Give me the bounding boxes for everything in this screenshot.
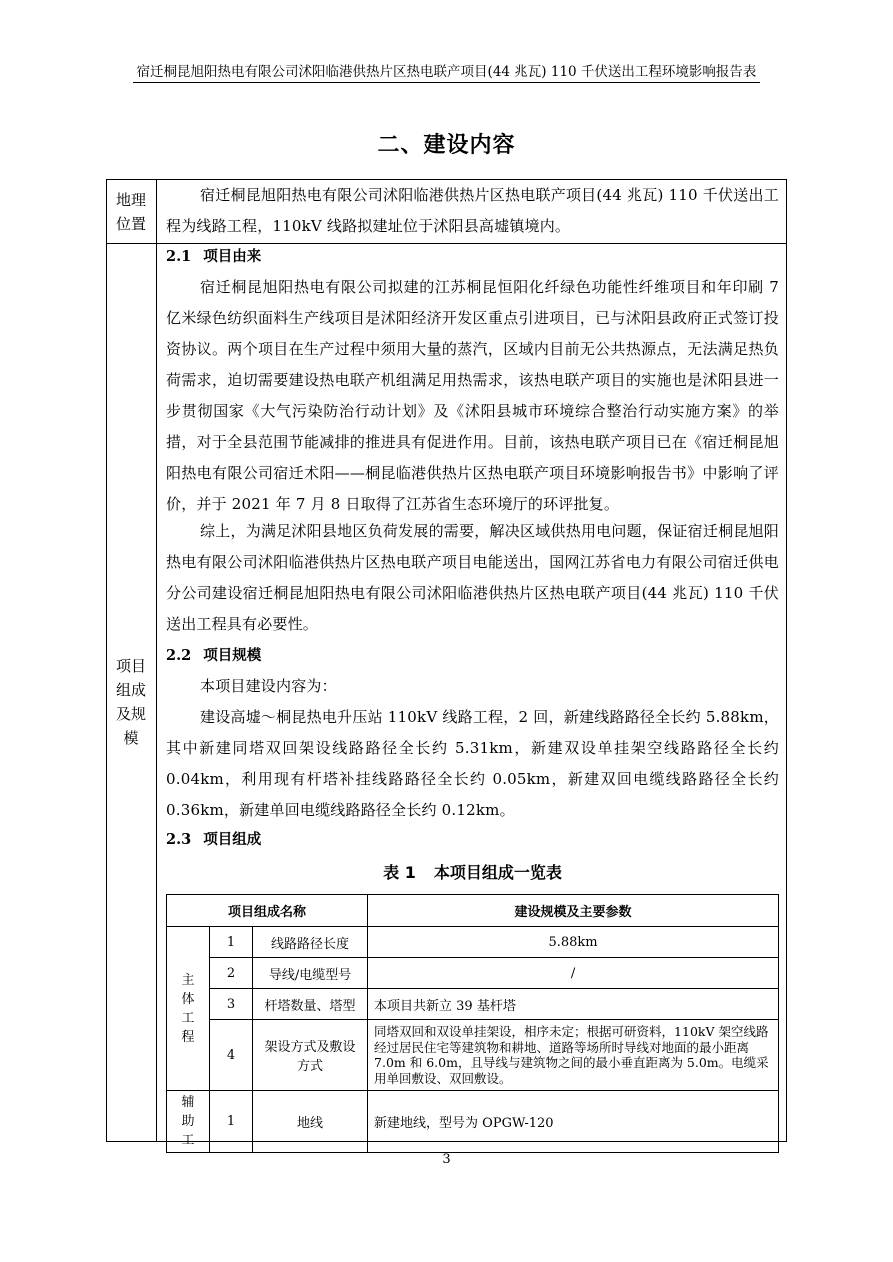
row-name: 杆塔数量、塔型 xyxy=(253,989,368,1020)
subsection-2-3-title: 项目组成 xyxy=(203,832,262,848)
header-rule xyxy=(133,82,760,83)
row-name: 线路路径长度 xyxy=(253,927,368,958)
row-name: 导线/电缆型号 xyxy=(253,958,368,989)
paragraph-2-2-2: 建设高墟～桐昆热电升压站 110kV 线路工程，2 回，新建线路路径全长约 5.88km，其中新建同塔双回架设线路路径全长约 5.31km，新建双设单挂架空线路路径全长约 0.04km，利用现有杆塔补挂线路路径全长约 0.05km，新建双回电缆线路路径全长约 0.36km，新建单回电缆线路路径全长约 0.12km。 xyxy=(166,708,779,819)
row-value: 同塔双回和双设单挂架设，相序未定；根据可研资料，110kV 架空线路经过居民住宅等建筑物和耕地、道路等场所时导线对地面的最小距离 7.0m 和 6.0m，且导线与建筑物之间的最小垂直距离为 5.0m。电缆采用单回敷设、双回敷设。 xyxy=(368,1020,779,1091)
table-caption xyxy=(166,860,779,883)
row-value: 新建地线，型号为 OPGW-120 xyxy=(368,1091,779,1153)
paragraph-2-1-2: 综上，为满足沭阳县地区负荷发展的需要，解决区域供热用电问题，保证宿迁桐昆旭阳热电有限公司沭阳临港供热片区热电联产项目电能送出，国网江苏省电力有限公司宿迁供电分公司建设宿迁桐昆旭阳热电有限公司沭阳临港供热片区热电联产项目(44 兆瓦) 110 千伏送出工程具有必要性。 xyxy=(166,522,779,633)
location-label-text: 地理位置 xyxy=(115,191,146,233)
location-label xyxy=(106,188,156,236)
running-header: 宿迁桐昆旭阳热电有限公司沭阳临港供热片区热电联产项目(44 兆瓦) 110 千伏送出工程环境影响报告表 xyxy=(136,64,757,80)
table-row xyxy=(167,1091,779,1153)
row-no: 1 xyxy=(210,927,253,958)
subsection-2-3 xyxy=(166,830,261,850)
paragraph-2-1-1: 宿迁桐昆旭阳热电有限公司拟建的江苏桐昆恒阳化纤绿色功能性纤维项目和年印刷 7 亿米绿色纺织面料生产线项目是沭阳经济开发区重点引进项目，已与沭阳县政府正式签订投资协议。两个项目在生产过程中须用大量的蒸汽，区域内目前无公共热源点，无法满足热负荷需求，迫切需要建设热电联产机组满足用热需求，该热电联产项目的实施也是沭阳县进一步贯彻国家《大气污染防治行动计划》及《沭阳县城市环境综合整治行动实施方案》的举措，对于全县范围节能减排的推进具有促进作用。目前，该热电联产项目已在《宿迁桐昆旭阳热电有限公司宿迁术阳——桐昆临港供热片区热电联产项目环境影响报告书》中影响了评价，并于 2021 年 7 月 8 日取得了江苏省生态环境厅的环评批复。 xyxy=(166,278,779,513)
subsection-2-2-title: 项目规模 xyxy=(203,648,262,664)
row-no: 4 xyxy=(210,1020,253,1091)
table-row xyxy=(167,989,779,1020)
row-divider xyxy=(106,243,787,244)
group-main xyxy=(167,927,210,1091)
table-caption-number: 表 1 xyxy=(383,863,416,882)
subsection-2-2-number: 2.2 xyxy=(166,647,192,664)
table-row xyxy=(167,1020,779,1091)
group-main-label: 主体工程 xyxy=(181,972,195,1045)
section-title: 二、建设内容 xyxy=(377,133,516,158)
row-no: 2 xyxy=(210,958,253,989)
row-name: 地线 xyxy=(253,1091,368,1153)
label-column-divider xyxy=(156,179,157,1142)
row-value: 5.88km xyxy=(368,927,779,958)
row-name: 架设方式及敷设方式 xyxy=(253,1020,368,1091)
group-aux xyxy=(167,1091,210,1153)
row-no: 1 xyxy=(210,1091,253,1153)
table-row xyxy=(167,927,779,958)
subsection-2-2 xyxy=(166,646,261,666)
table-header-name: 项目组成名称 xyxy=(167,895,368,927)
row-value: / xyxy=(368,958,779,989)
row-value: 本项目共新立 39 基杆塔 xyxy=(368,989,779,1020)
composition-label xyxy=(106,654,156,750)
group-aux-label: 辅助工 xyxy=(181,1095,195,1148)
composition-table xyxy=(166,894,779,1153)
page-number: 3 xyxy=(442,1152,451,1167)
table-header-param: 建设规模及主要参数 xyxy=(368,895,779,927)
table-caption-title: 本项目组成一览表 xyxy=(433,863,562,882)
subsection-2-3-number: 2.3 xyxy=(166,831,192,848)
subsection-2-1 xyxy=(166,247,261,267)
location-text: 宿迁桐昆旭阳热电有限公司沭阳临港供热片区热电联产项目(44 兆瓦) 110 千伏送出工程为线路工程，110kV 线路拟建址位于沭阳县高墟镇境内。 xyxy=(166,186,779,235)
subsection-2-1-title: 项目由来 xyxy=(203,249,262,265)
row-no: 3 xyxy=(210,989,253,1020)
subsection-2-1-number: 2.1 xyxy=(166,248,192,265)
table-row xyxy=(167,958,779,989)
composition-label-text: 项目组成及规模 xyxy=(115,657,146,747)
paragraph-2-2-1: 本项目建设内容为： xyxy=(200,677,337,695)
